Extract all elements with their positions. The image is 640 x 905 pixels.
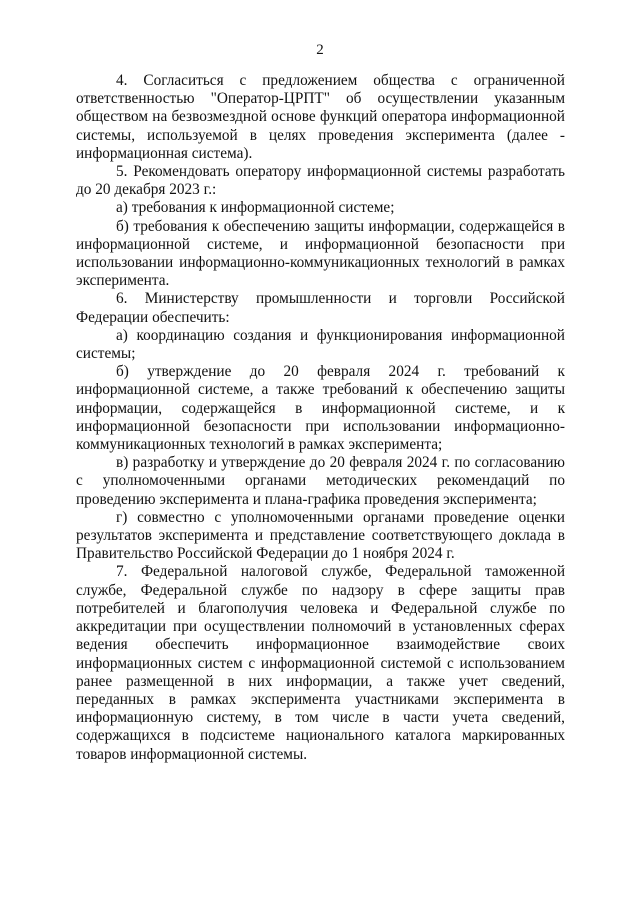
document-body	[76, 72, 565, 764]
paragraph-item-7: 7. Федеральной налоговой службе, Федеральной таможенной службе, Федеральной службе по надзору в сфере защиты прав потребителей и благополучия человека и Федеральной службе по аккредитации при осуществлении полномочий в установленных сферах ведения обеспечить информационное взаимодействие своих информационных систем с информационной системой с использованием ранее размещенной в них информации, а также учет сведений, переданных в рамках эксперимента участниками эксперимента в информационную систему, в том числе в части учета сведений, содержащихся в подсистеме национального каталога маркированных товаров информационной системы.	[76, 563, 565, 763]
paragraph-item-5a: а) требования к информационной системе;	[116, 199, 395, 217]
paragraph-item-6b: б) утверждение до 20 февраля 2024 г. требований к информационной системе, а также требований к обеспечению защиты информации, содержащейся в информационной системе, и к информационной безопасности при использовании информационно-коммуникационных технологий в рамках эксперимента;	[76, 363, 565, 454]
page-number: 2	[316, 42, 324, 58]
paragraph-item-5: 5. Рекомендовать оператору информационной системы разработать до 20 декабря 2023 г.:	[76, 163, 565, 199]
paragraph-item-6v: в) разработку и утверждение до 20 февраля 2024 г. по согласованию с уполномоченными органами методических рекомендаций по проведению эксперимента и плана-графика проведения эксперимента;	[76, 454, 565, 508]
paragraph-item-6: 6. Министерству промышленности и торговли Российской Федерации обеспечить:	[76, 290, 565, 326]
paragraph-item-6g: г) совместно с уполномоченными органами проведение оценки результатов эксперимента и представление соответствующего доклада в Правительство Российской Федерации до 1 ноября 2024 г.	[76, 508, 565, 563]
paragraph-item-5b: б) требования к обеспечению защиты информации, содержащейся в информационной системе, и информационной безопасности при использовании информационно-коммуникационных технологий в рамках эксперимента.	[76, 217, 565, 290]
paragraph-item-6a: а) координацию создания и функционирования информационной системы;	[76, 326, 565, 363]
paragraph-item-4: 4. Согласиться с предложением общества с ограниченной ответственностью "Оператор-ЦРПТ" об осуществлении указанным обществом на безвозмездной основе функций оператора информационной системы, используемой в целях проведения эксперимента (далее - информационная система).	[76, 72, 565, 162]
